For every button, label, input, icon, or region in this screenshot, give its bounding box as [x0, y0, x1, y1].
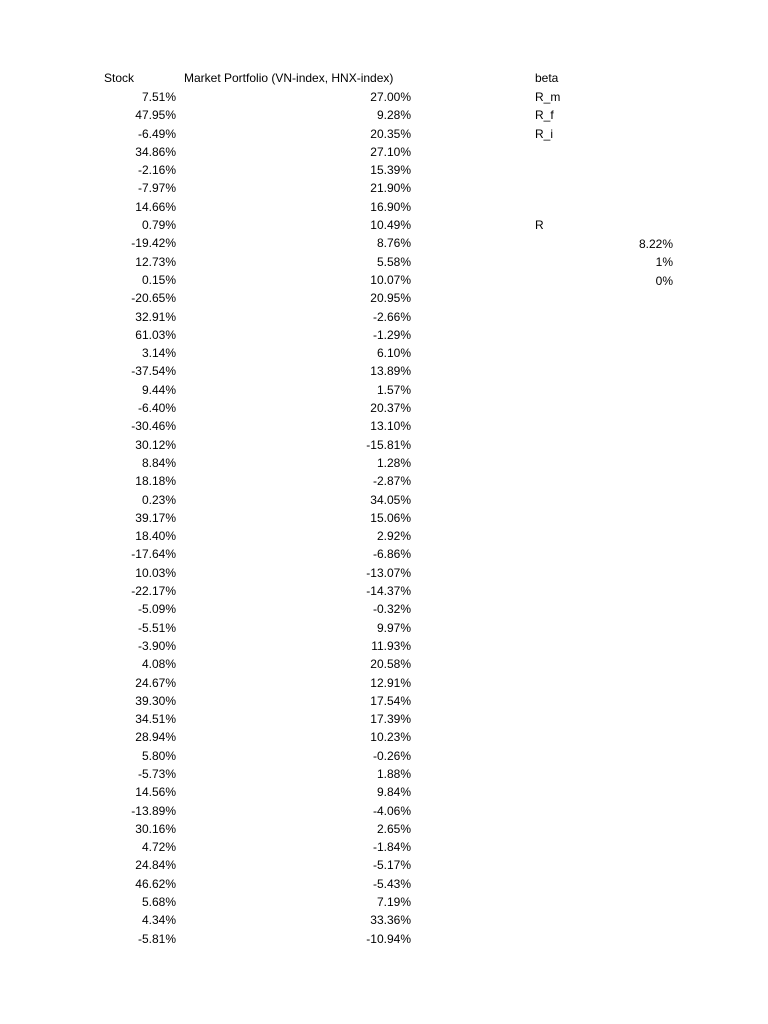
market-return-cell[interactable]: 7.19%	[376, 895, 411, 910]
market-return-cell[interactable]: -1.29%	[372, 327, 411, 342]
market-return-cell[interactable]: 9.97%	[376, 620, 411, 635]
market-return-cell[interactable]: -15.81%	[366, 437, 411, 452]
market-return-cell[interactable]: 13.89%	[370, 364, 411, 379]
header-market-portfolio[interactable]: Market Portfolio (VN-index, HNX-index)	[184, 71, 394, 85]
market-return-cell[interactable]: 15.06%	[370, 510, 411, 525]
market-return-cell[interactable]: -5.17%	[372, 858, 411, 873]
stock-return-cell[interactable]: -30.46%	[131, 419, 176, 434]
stock-return-cell[interactable]: 28.94%	[135, 730, 176, 745]
stock-return-cell[interactable]: -13.89%	[131, 803, 176, 818]
market-return-cell[interactable]: 27.10%	[370, 144, 411, 159]
stock-return-cell[interactable]: -7.97%	[137, 181, 176, 196]
stock-return-cell[interactable]: 30.12%	[135, 437, 176, 452]
stock-return-cell[interactable]: 4.08%	[141, 657, 176, 672]
stock-return-cell[interactable]: 39.17%	[135, 510, 176, 525]
market-return-cell[interactable]: 17.39%	[370, 712, 411, 727]
stock-return-cell[interactable]: 39.30%	[135, 693, 176, 708]
market-return-cell[interactable]: 20.95%	[370, 291, 411, 306]
market-return-cell[interactable]: 6.10%	[376, 346, 411, 361]
market-return-cell[interactable]: 10.49%	[370, 218, 411, 233]
parameter-label-cell[interactable]: R_f	[535, 108, 554, 123]
stock-return-cell[interactable]: 24.84%	[135, 858, 176, 873]
parameter-values-column	[600, 235, 673, 290]
stock-return-cell[interactable]: 30.16%	[135, 821, 176, 836]
stock-return-cell[interactable]: 34.86%	[135, 144, 176, 159]
stock-return-cell[interactable]: 14.66%	[135, 199, 176, 214]
market-return-cell[interactable]: 10.23%	[370, 730, 411, 745]
market-returns-column	[300, 88, 411, 948]
stock-return-cell[interactable]: 46.62%	[135, 876, 176, 891]
market-return-cell[interactable]: -2.87%	[372, 474, 411, 489]
market-return-cell[interactable]: -10.94%	[366, 931, 411, 946]
stock-return-cell[interactable]: 4.34%	[141, 913, 176, 928]
market-return-cell[interactable]: -6.86%	[372, 547, 411, 562]
stock-return-cell[interactable]: 10.03%	[135, 565, 176, 580]
market-return-cell[interactable]: -1.84%	[372, 840, 411, 855]
stock-return-cell[interactable]: -2.16%	[137, 163, 176, 178]
stock-return-cell[interactable]: 9.44%	[141, 382, 176, 397]
market-return-cell[interactable]: -14.37%	[366, 584, 411, 599]
market-return-cell[interactable]: 33.36%	[370, 913, 411, 928]
header-beta[interactable]: beta	[535, 71, 559, 85]
stock-return-cell[interactable]: 61.03%	[135, 327, 176, 342]
market-return-cell[interactable]: 1.28%	[376, 455, 411, 470]
stock-return-cell[interactable]: 24.67%	[135, 675, 176, 690]
market-return-cell[interactable]: 15.39%	[370, 163, 411, 178]
stock-return-cell[interactable]: 32.91%	[135, 309, 176, 324]
market-return-cell[interactable]: 11.93%	[371, 638, 411, 653]
stock-return-cell[interactable]: -6.40%	[137, 401, 176, 416]
market-return-cell[interactable]: 27.00%	[370, 90, 411, 104]
market-return-cell[interactable]: 9.84%	[376, 785, 411, 800]
market-return-cell[interactable]: 1.88%	[376, 766, 411, 781]
stock-return-cell[interactable]: 4.72%	[141, 840, 176, 855]
market-return-cell[interactable]: 20.35%	[370, 126, 411, 141]
market-return-cell[interactable]: -0.26%	[372, 748, 411, 763]
market-return-cell[interactable]: -0.32%	[372, 602, 411, 617]
stock-return-cell[interactable]: 5.68%	[141, 895, 176, 910]
parameter-label-cell[interactable]: R_i	[535, 126, 554, 141]
market-return-cell[interactable]: -13.07%	[366, 565, 411, 580]
market-return-cell[interactable]: 2.92%	[376, 529, 411, 544]
market-return-cell[interactable]: 13.10%	[370, 419, 411, 434]
market-return-cell[interactable]: 10.07%	[370, 272, 411, 287]
stock-return-cell[interactable]: 0.15%	[141, 272, 176, 287]
parameter-label-cell[interactable]: R_m	[535, 90, 561, 104]
parameter-value-cell[interactable]: 1%	[655, 255, 673, 270]
stock-return-cell[interactable]: 18.18%	[135, 474, 176, 489]
market-return-cell[interactable]: 21.90%	[370, 181, 411, 196]
stock-return-cell[interactable]: -5.73%	[137, 766, 176, 781]
stock-returns-column	[100, 88, 176, 948]
stock-return-cell[interactable]: -3.90%	[137, 638, 176, 653]
market-return-cell[interactable]: -5.43%	[372, 876, 411, 891]
stock-return-cell[interactable]: -37.54%	[131, 364, 176, 379]
market-return-cell[interactable]: 2.65%	[376, 821, 411, 836]
stock-return-cell[interactable]: 0.79%	[141, 218, 176, 233]
parameter-labels-column	[535, 88, 595, 143]
market-return-cell[interactable]: -2.66%	[372, 309, 411, 324]
stock-return-cell[interactable]: -5.51%	[137, 620, 176, 635]
stock-return-cell[interactable]: -6.49%	[137, 126, 176, 141]
market-return-cell[interactable]: 12.91%	[370, 675, 411, 690]
stock-return-cell[interactable]: -17.64%	[131, 547, 176, 562]
stock-return-cell[interactable]: 0.23%	[141, 492, 176, 507]
parameter-value-cell[interactable]: 8.22%	[638, 237, 673, 251]
stock-return-cell[interactable]: 14.56%	[135, 785, 176, 800]
market-return-cell[interactable]: 20.58%	[370, 657, 411, 672]
stock-return-cell[interactable]: 5.80%	[141, 748, 176, 763]
stock-return-cell[interactable]: 18.40%	[135, 529, 176, 544]
market-return-cell[interactable]: 16.90%	[370, 199, 411, 214]
stock-return-cell[interactable]: 12.73%	[135, 254, 176, 269]
market-return-cell[interactable]: 5.58%	[376, 254, 411, 269]
market-return-cell[interactable]: 20.37%	[370, 401, 411, 416]
r-label[interactable]: R	[535, 218, 544, 232]
stock-return-cell[interactable]: -19.42%	[131, 236, 176, 251]
market-return-cell[interactable]: 17.54%	[370, 693, 411, 708]
stock-return-cell[interactable]: 3.14%	[141, 346, 176, 361]
market-return-cell[interactable]: 8.76%	[376, 236, 411, 251]
stock-return-cell[interactable]: -20.65%	[131, 291, 176, 306]
parameter-value-cell[interactable]: 0%	[655, 273, 673, 288]
stock-return-cell[interactable]: -22.17%	[131, 584, 176, 599]
stock-return-cell[interactable]: 34.51%	[135, 712, 176, 727]
market-return-cell[interactable]: 34.05%	[370, 492, 411, 507]
market-return-cell[interactable]: 9.28%	[376, 108, 411, 123]
market-return-cell[interactable]: 1.57%	[376, 382, 411, 397]
stock-return-cell[interactable]: 47.95%	[135, 108, 176, 123]
market-return-cell[interactable]: -4.06%	[372, 803, 411, 818]
stock-return-cell[interactable]: -5.81%	[137, 931, 176, 946]
header-stock[interactable]: Stock	[104, 71, 135, 85]
stock-return-cell[interactable]: 7.51%	[141, 90, 176, 104]
stock-return-cell[interactable]: -5.09%	[137, 602, 176, 617]
stock-return-cell[interactable]: 8.84%	[141, 455, 176, 470]
